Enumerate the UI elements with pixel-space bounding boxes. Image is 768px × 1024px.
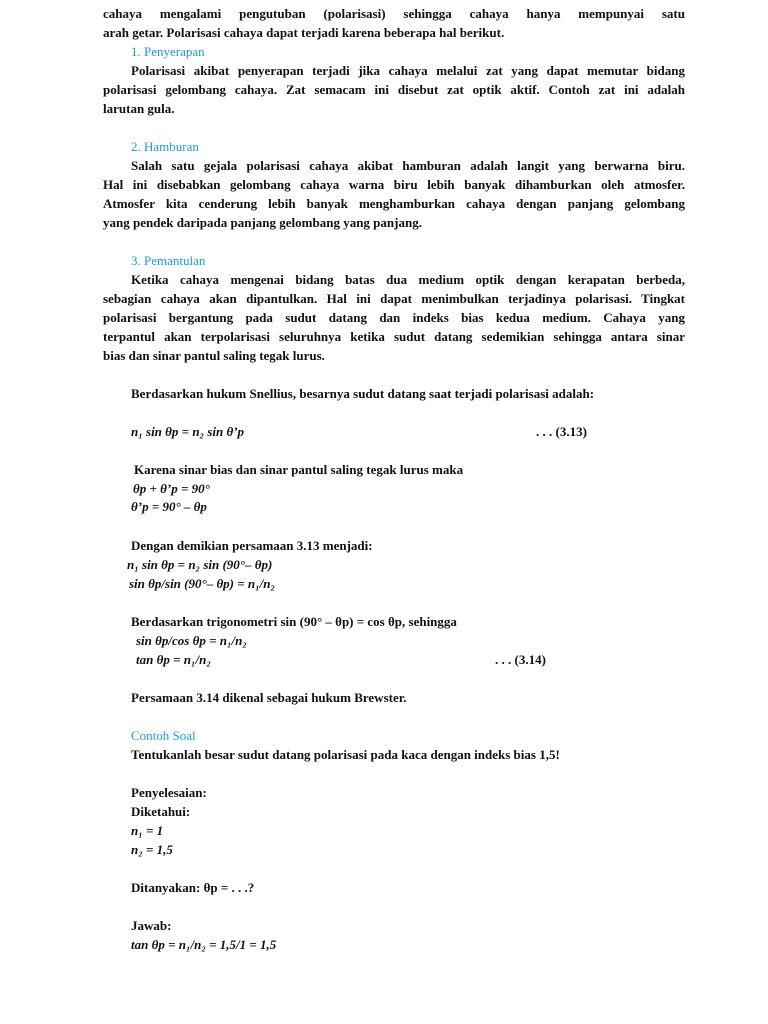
substitution-expr-2: sin θp/sin (90°– θp) = n₁/n₂ <box>129 576 276 591</box>
heading-penyerapan: 1. Penyerapan <box>131 44 205 59</box>
diketahui-label: Diketahui: <box>131 804 191 819</box>
answer-expr: tan θp = n₁/n₂ = 1,5/1 = 1,5 <box>131 937 277 952</box>
ratio-equation <box>136 631 247 650</box>
persamaan-text: Dengan demikian persamaan 3.13 menjadi: <box>131 538 373 553</box>
pemantulan-line-2: sebagian cahaya akan dipantulkan. Hal ini dapat menimbulkan terjadinya polarisasi. Tingkat <box>103 291 685 306</box>
equation-3-13-expr: n₁ sin θp = n₂ sin θ’p <box>131 424 245 439</box>
sum-angle-equation <box>133 479 210 498</box>
pemantulan-line-4: terpantul akan terpolarisasi seluruhnya ketika sudut datang sedemikian sehingga antara sinar <box>103 329 685 344</box>
substitution-equation-2 <box>129 574 275 593</box>
penyerapan-line-3: larutan gula. <box>103 101 175 116</box>
given-n2-expr: n₂ = 1,5 <box>131 842 173 857</box>
ditanyakan-label: Ditanyakan: θp = . . .? <box>131 880 255 895</box>
jawab-label: Jawab: <box>131 918 172 933</box>
hamburan-line-1: Salah satu gejala polarisasi cahaya akibat hamburan adalah langit yang berwarna biru. <box>131 158 685 173</box>
heading-contoh-soal: Contoh Soal <box>131 728 196 743</box>
equation-3-14 <box>136 650 211 669</box>
answer-equation <box>131 935 276 954</box>
intro-line-2: arah getar. Polarisasi cahaya dapat terjadi karena beberapa hal berikut. <box>103 25 505 40</box>
hamburan-line-2: Hal ini disebabkan gelombang cahaya warna biru lebih banyak dihamburkan oleh atmosfer. <box>103 177 685 192</box>
ratio-expr: sin θp/cos θp = n₁/n₂ <box>136 633 247 648</box>
brewster-text: Persamaan 3.14 dikenal sebagai hukum Brewster. <box>131 690 407 705</box>
pemantulan-line-3: polarisasi bergantung pada sudut datang dan indeks bias kedua medium. Cahaya yang <box>103 310 685 325</box>
equation-number-3-14: . . . (3.14) <box>495 652 546 667</box>
contoh-soal-question: Tentukanlah besar sudut datang polarisasi pada kaca dengan indeks bias 1,5! <box>131 747 560 762</box>
penyelesaian-label: Penyelesaian: <box>131 785 207 800</box>
equation-3-13 <box>131 422 244 441</box>
sum-angle-expr: θp + θ’p = 90° <box>133 481 210 496</box>
penyerapan-line-2: polarisasi gelombang cahaya. Zat semacam ini disebut zat optik aktif. Contoh zat ini adalah <box>103 82 685 97</box>
intro-line-1: cahaya mengalami pengutuban (polarisasi) sehingga cahaya hanya mempunyai satu <box>103 6 685 21</box>
pemantulan-line-1: Ketika cahaya mengenai bidang batas dua medium optik dengan kerapatan berbeda, <box>131 272 685 287</box>
hamburan-line-4: yang pendek daripada panjang gelombang yang panjang. <box>103 215 422 230</box>
heading-hamburan: 2. Hamburan <box>131 139 199 154</box>
substitution-equation-1 <box>127 555 272 574</box>
snellius-text: Berdasarkan hukum Snellius, besarnya sudut datang saat terjadi polarisasi adalah: <box>131 386 595 401</box>
heading-pemantulan: 3. Pemantulan <box>131 253 206 268</box>
reflect-angle-expr: θ’p = 90° – θp <box>131 499 207 514</box>
penyerapan-line-1: Polarisasi akibat penyerapan terjadi jika cahaya melalui zat yang dapat memutar bidang <box>131 63 685 78</box>
pemantulan-line-5: bias dan sinar pantul saling tegak lurus. <box>103 348 325 363</box>
reflect-angle-equation <box>131 497 207 516</box>
substitution-expr-1: n₁ sin θp = n₂ sin (90°– θp) <box>127 557 273 572</box>
equation-3-14-expr: tan θp = n₁/n₂ <box>136 652 211 667</box>
hamburan-line-3: Atmosfer kita cenderung lebih banyak menghamburkan cahaya dengan panjang gelombang <box>103 196 685 211</box>
given-n2 <box>131 840 173 859</box>
given-n1 <box>131 821 163 840</box>
tegak-lurus-text: Karena sinar bias dan sinar pantul saling tegak lurus maka <box>134 462 464 477</box>
trigonometri-text: Berdasarkan trigonometri sin (90° – θp) = cos θp, sehingga <box>131 614 457 629</box>
given-n1-expr: n₁ = 1 <box>131 823 164 838</box>
equation-number-3-13: . . . (3.13) <box>536 424 587 439</box>
